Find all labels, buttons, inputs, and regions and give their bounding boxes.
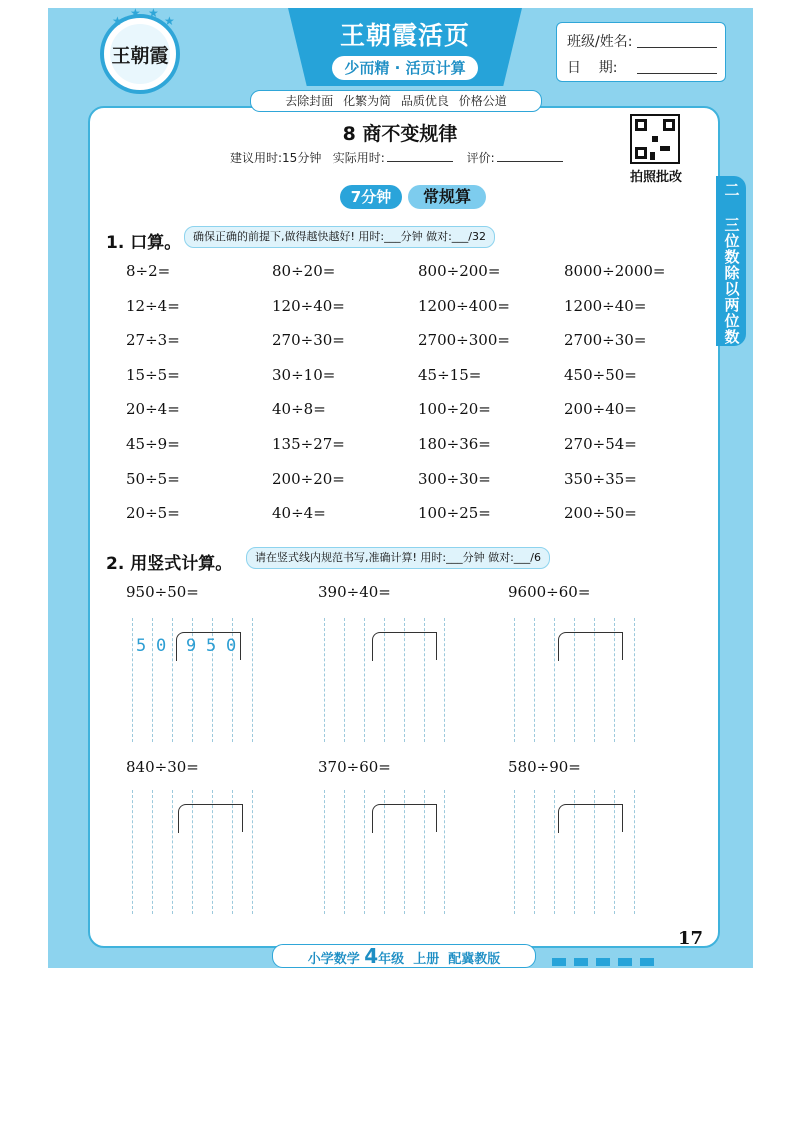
example-digit: 0: [156, 636, 167, 656]
vertical-problem: 950÷50=: [126, 583, 199, 601]
grid-line: [132, 618, 133, 742]
oral-problem: 300÷30=: [418, 469, 491, 488]
division-line: [242, 804, 243, 832]
footer-grade-number: 4: [364, 944, 379, 968]
name-box: [556, 22, 726, 82]
division-bracket: [558, 632, 623, 661]
oral-problem: 50÷5=: [126, 469, 180, 488]
grid-line: [324, 790, 325, 914]
oral-problem: 200÷50=: [564, 504, 637, 523]
oral-problem: 2700÷300=: [418, 331, 510, 350]
class-name-label: 班级/姓名:: [567, 34, 633, 50]
oral-problem: 135÷27=: [272, 435, 345, 453]
example-digit: 0: [226, 636, 237, 656]
grid-line: [364, 618, 365, 742]
logo-text: 王朝霞: [110, 24, 170, 84]
example-digit: 9: [186, 636, 197, 656]
grid-line: [514, 618, 515, 742]
footer-decoration: [618, 958, 632, 966]
section-pill-name: 常规算: [408, 185, 486, 209]
oral-problem: 800÷200=: [418, 262, 501, 280]
grid-line: [172, 790, 173, 914]
section1-heading: 1. 口算。: [106, 233, 182, 253]
oral-problem: 450÷50=: [564, 365, 637, 384]
grid-line: [324, 618, 325, 742]
oral-problem: 270÷30=: [272, 331, 345, 350]
date-label: 日 期:: [567, 60, 618, 76]
footer-subject: 小学数学: [307, 952, 360, 967]
grid-line: [554, 618, 555, 742]
division-line: [436, 804, 437, 832]
division-line: [240, 632, 241, 660]
grid-line: [634, 790, 635, 914]
oral-problem: 40÷4=: [272, 504, 326, 523]
grid-line: [152, 790, 153, 914]
oral-problem: 27÷3=: [126, 331, 180, 350]
vertical-problem: 840÷30=: [126, 758, 199, 776]
oral-problem: 20÷5=: [126, 504, 180, 523]
division-bracket: [372, 632, 437, 661]
grid-line: [172, 618, 173, 742]
oral-problem: 8÷2=: [126, 262, 171, 280]
qr-label: 拍照批改: [629, 170, 682, 185]
division-bracket: [372, 804, 437, 833]
star-icon: ★: [164, 14, 175, 28]
side-tab-text: 二 三位数除以两位数: [722, 182, 741, 345]
oral-problem: 80÷20=: [272, 262, 336, 280]
grid-line: [514, 790, 515, 914]
footer-decoration: [640, 958, 654, 966]
oral-problem: 200÷40=: [564, 400, 637, 419]
division-line: [436, 632, 437, 660]
star-icon: ★: [112, 14, 123, 28]
evaluation-label: 评价:: [466, 151, 495, 165]
oral-problem: 45÷15=: [418, 365, 482, 384]
footer-grade-rest: 年级 上册 配冀教版: [378, 952, 501, 967]
oral-problem: 180÷36=: [418, 435, 491, 453]
grid-line: [252, 618, 253, 742]
oral-problem: 350÷35=: [564, 469, 637, 488]
oral-problem: 200÷20=: [272, 469, 345, 488]
grid-line: [152, 618, 153, 742]
grid-line: [634, 618, 635, 742]
section1-note: 确保正确的前提下,做得越快越好! 用时:___分钟 做对:___/32: [184, 226, 495, 248]
oral-problem: 12÷4=: [126, 296, 180, 315]
lesson-title: 8 商不变规律: [342, 123, 458, 145]
grid-line: [364, 790, 365, 914]
qr-code-icon[interactable]: [630, 114, 680, 164]
example-digit: 5: [136, 636, 147, 656]
grid-line: [554, 790, 555, 914]
oral-problem: 45÷9=: [126, 435, 180, 453]
oral-problem: 30÷10=: [272, 365, 336, 384]
footer-decoration: [574, 958, 588, 966]
oral-problem: 40÷8=: [272, 400, 326, 419]
division-line: [622, 632, 623, 660]
oral-problem: 8000÷2000=: [564, 262, 666, 280]
oral-problem: 270÷54=: [564, 435, 637, 453]
division-bracket: [558, 804, 623, 833]
section2-heading: 2. 用竖式计算。: [106, 554, 233, 574]
footer-decoration: [596, 958, 610, 966]
oral-problem: 15÷5=: [126, 365, 180, 384]
grid-line: [132, 790, 133, 914]
date-field[interactable]: [637, 73, 717, 74]
actual-time-field[interactable]: [387, 161, 453, 162]
oral-problem: 100÷20=: [418, 400, 491, 419]
grid-line: [252, 790, 253, 914]
lesson-meta: [230, 149, 573, 166]
grid-line: [344, 790, 345, 914]
oral-problem: 1200÷40=: [564, 296, 647, 315]
star-icon: ★: [130, 6, 141, 20]
vertical-problem: 370÷60=: [318, 758, 391, 776]
oral-problem: 1200÷400=: [418, 296, 510, 315]
footer-label: [272, 944, 536, 968]
class-name-field[interactable]: [637, 47, 717, 48]
oral-problem: 2700÷30=: [564, 331, 647, 350]
vertical-problem: 9600÷60=: [508, 583, 591, 601]
vertical-problem: 580÷90=: [508, 758, 581, 776]
tagline: 去除封面 化繁为简 品质优良 价格公道: [250, 90, 542, 112]
division-line: [622, 804, 623, 832]
brand-subtitle: 少而精 · 活页计算: [332, 56, 478, 80]
vertical-problem: 390÷40=: [318, 583, 391, 601]
side-tab: [716, 176, 746, 346]
grid-line: [534, 618, 535, 742]
star-icon: ★: [148, 6, 159, 20]
suggested-time: 建议用时:15分钟: [230, 151, 322, 165]
grid-line: [444, 790, 445, 914]
oral-problem: 100÷25=: [418, 504, 491, 523]
footer-decoration: [552, 958, 566, 966]
grid-line: [344, 618, 345, 742]
brand-title: 王朝霞活页: [339, 21, 470, 50]
grid-line: [444, 618, 445, 742]
section2-note: 请在竖式线内规范书写,准确计算! 用时:___分钟 做对:___/6: [246, 547, 550, 569]
page-number: 17: [678, 928, 704, 949]
evaluation-field[interactable]: [497, 161, 563, 162]
section-pill-time: 7分钟: [340, 185, 402, 209]
actual-time-label: 实际用时:: [332, 151, 385, 165]
oral-problem: 20÷4=: [126, 400, 180, 419]
oral-problem: 120÷40=: [272, 296, 345, 315]
example-digit: 5: [206, 636, 217, 656]
division-bracket: [178, 804, 243, 833]
grid-line: [534, 790, 535, 914]
